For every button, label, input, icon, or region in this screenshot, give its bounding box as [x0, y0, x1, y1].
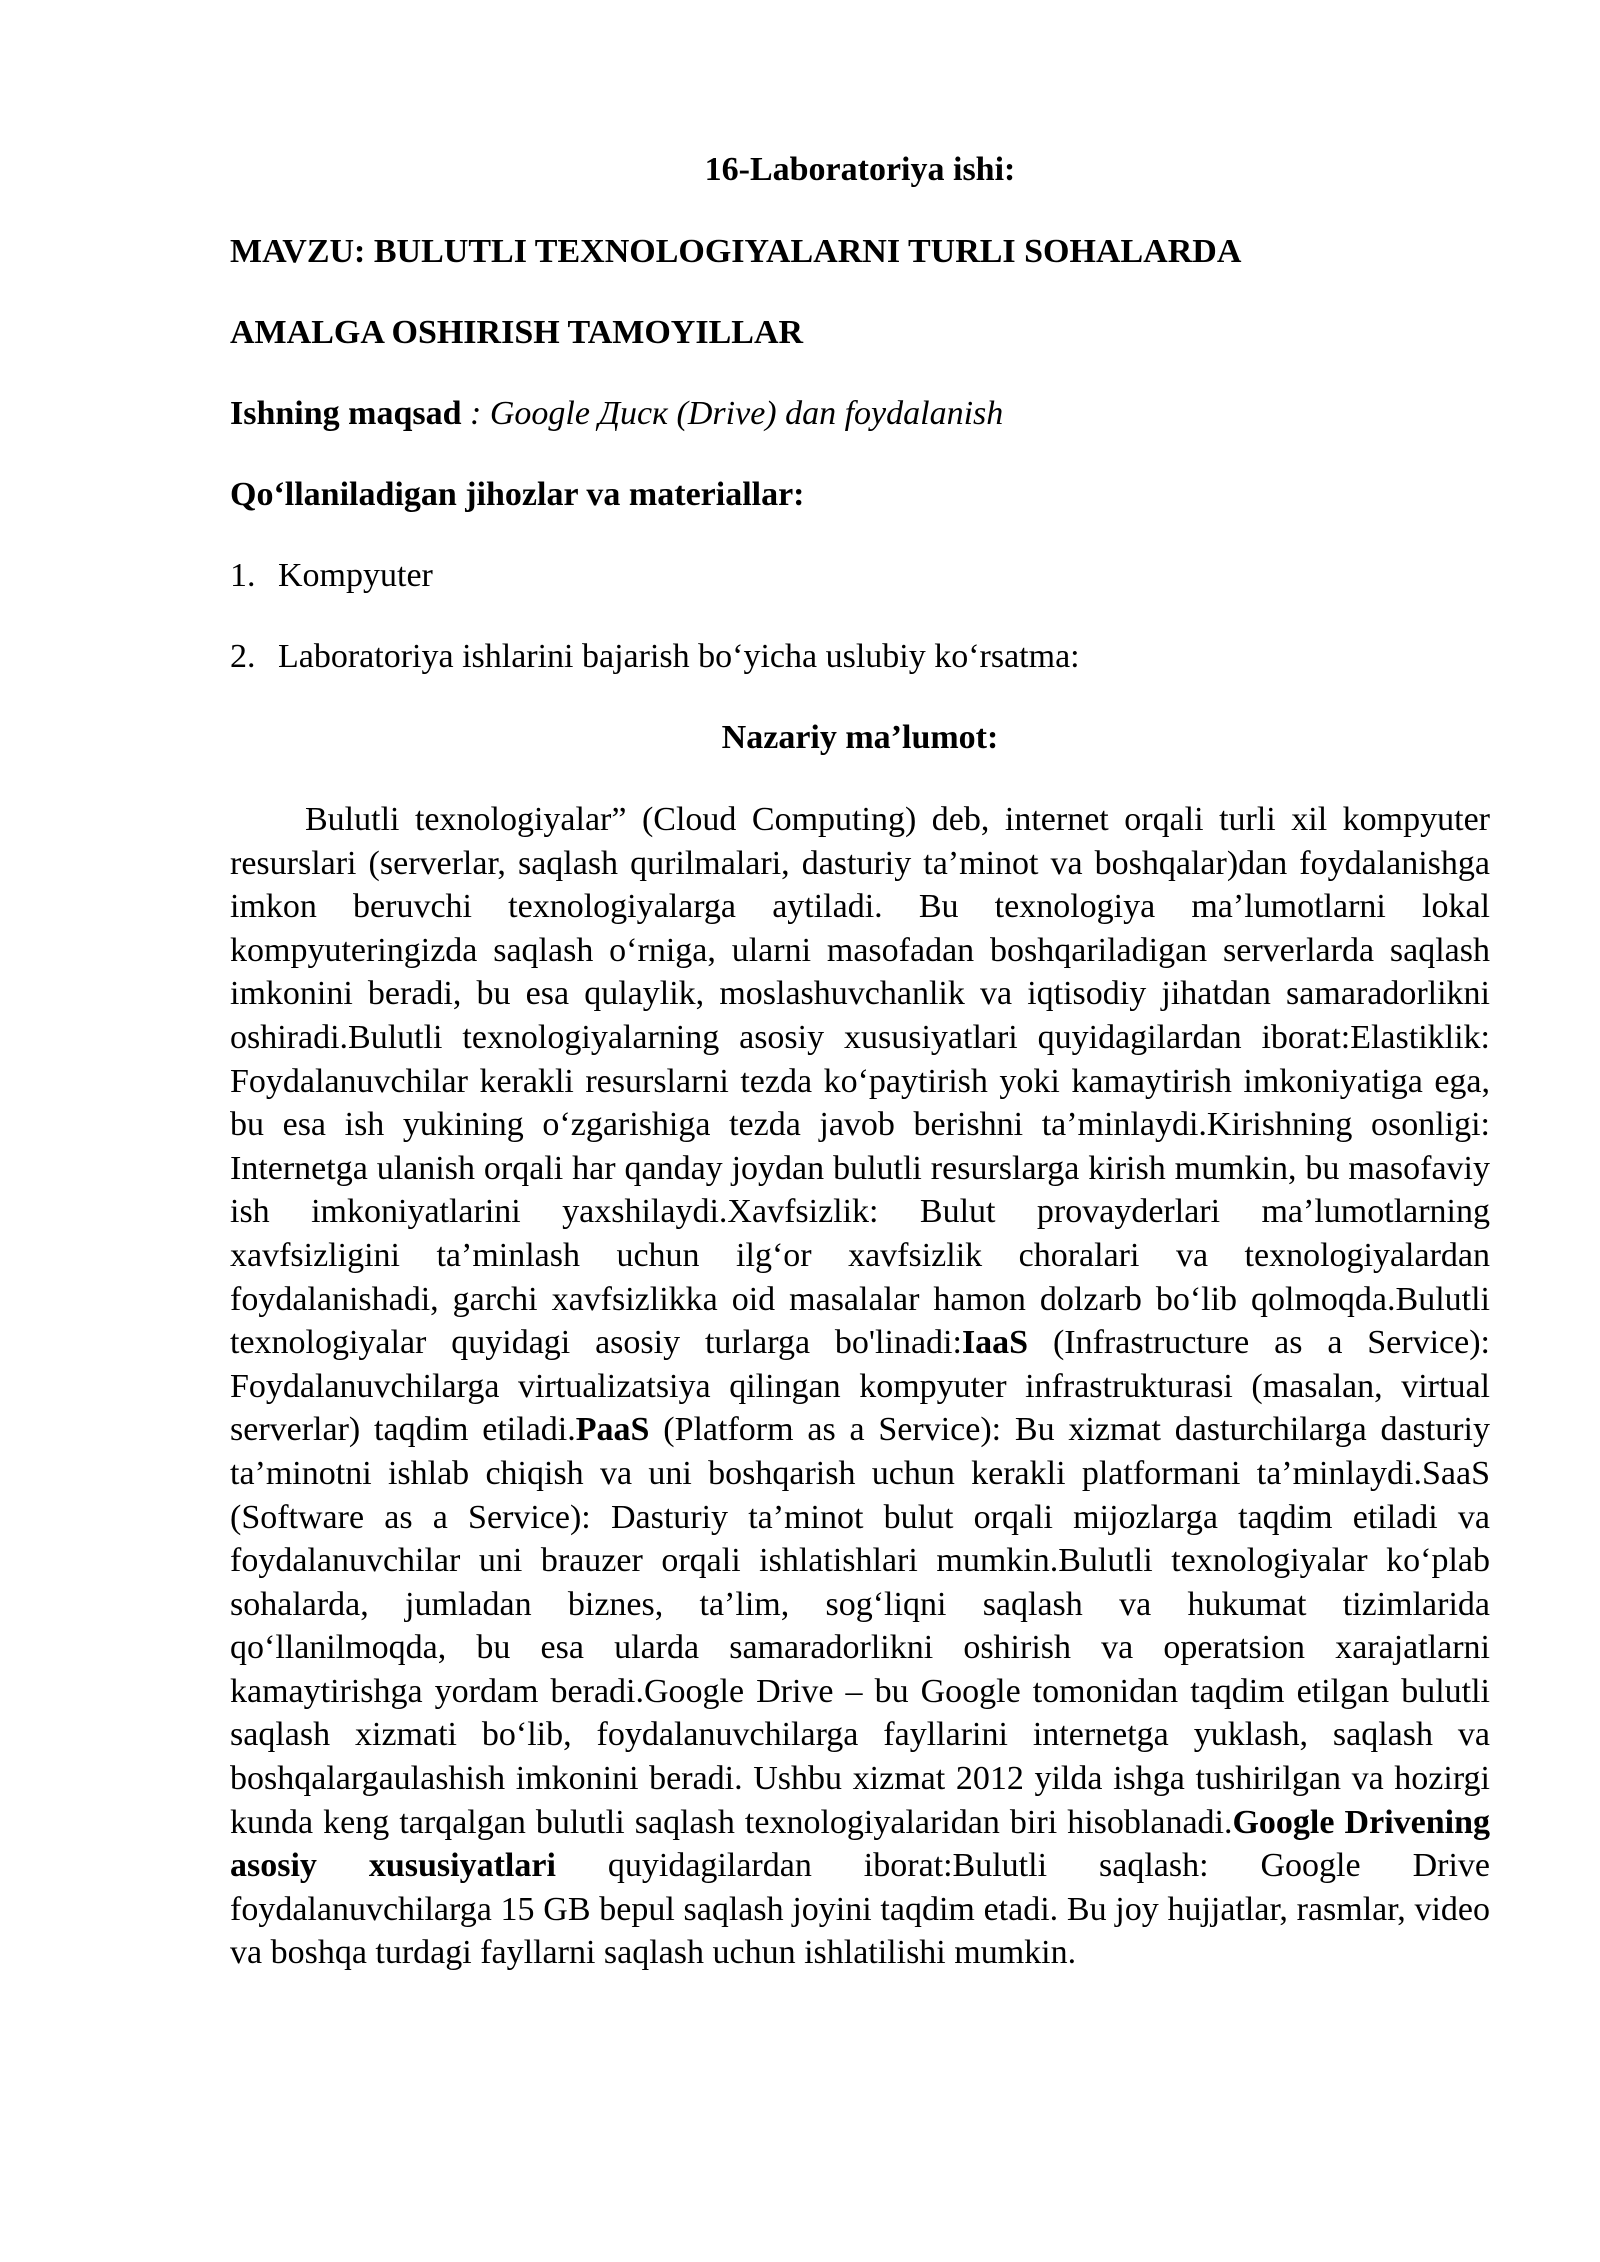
iaas-term: IaaS [961, 1324, 1029, 1362]
lab-title: 16-Laboratoriya ishi: [704, 151, 1016, 188]
body-text-part-2: (Infrastructure as a Service): Foydalanuvchilarga virtualizatsiya qilingan kompyuter infrastrukturasi (masalan, virtual serverlar) taqdim etiladi. [230, 1324, 1490, 1449]
theory-heading: Nazariy ma’lumot: [721, 719, 999, 756]
goal-text: : Google Диск (Drive) dan foydalanish [461, 395, 1004, 432]
body-text-part-4: quyidagilardan iborat:Bulutli saqlash: Google Drive foydalanuvchilarga 15 GB bepul saqlash joyini taqdim etadi. Bu joy hujjatlar, rasmlar, video va boshqa turdagi fayllarni saqlash uchun ishlatilishi mumkin. [230, 1847, 1490, 1972]
materials-heading: Qo‘llaniladigan jihozlar va materiallar: [230, 476, 805, 513]
list-text: Kompyuter [278, 557, 433, 594]
document-page [230, 150, 1490, 1975]
theory-paragraph [230, 798, 1490, 1975]
topic-line-2: AMALGA OSHIRISH TAMOYILLAR [230, 314, 804, 351]
topic-line-1: MAVZU: BULUTLI TEXNOLOGIYALARNI TURLI SOHALARDA [230, 233, 1242, 270]
body-text-part-1: Bulutli texnologiyalar” (Cloud Computing) deb, internet orqali turli xil kompyuter resurslari (serverlar, saqlash qurilmalari, dasturiy ta’minot va boshqalar)dan foydalanishga imkon beruvchi texnologiyalarga aytiladi. Bu texnologiya ma’lumotlarni lokal kompyuteringizda saqlash o‘rniga, ularni masofadan boshqariladigan serverlarda saqlash imkonini beradi, bu esa qulaylik, moslashuvchanlik va iqtisodiy jihatdan samaradorlikni oshiradi.Bulutli texnologiyalarning asosiy xususiyatlari quyidagilardan iborat:Elastiklik: Foydalanuvchilar kerakli resurslarni tezda ko‘paytirish yoki kamaytirish imkoniyatiga ega, bu esa ish yukining o‘zgarishiga tezda javob berishni ta’minlaydi.Kirishning osonligi: Internetga ulanish orqali har qanday joydan bulutli resurslarga kirish mumkin, bu masofaviy ish imkoniyatlarini yaxshilaydi.Xavfsizlik: Bulut provayderlari ma’lumotlarning xavfsizligini ta’minlash uchun ilg‘or xavfsizlik choralari va texnologiyalardan foydalanishadi, garchi xavfsizlikka oid masalalar hamon dolzarb bo‘lib qolmoqda.Bulutli texnologiyalar quyidagi asosiy turlarga bo'linadi: [230, 801, 1490, 1362]
goal-line [230, 394, 1490, 434]
list-number: 1. [230, 557, 256, 594]
list-number: 2. [230, 638, 256, 675]
paas-term: PaaS [575, 1411, 650, 1449]
goal-label: Ishning maqsad [230, 395, 462, 432]
list-text: Laboratoriya ishlarini bajarish bo‘yicha uslubiy ko‘rsatma: [278, 638, 1080, 675]
materials-list-item [230, 556, 1490, 596]
materials-list-item [230, 637, 1490, 677]
body-text-part-3: (Platform as a Service): Bu xizmat dasturchilarga dasturiy ta’minotni ishlab chiqish va uni boshqarish uchun kerakli platformani ta’minlaydi.SaaS (Software as a Service): Dasturiy ta’minot bulut orqali mijozlarga taqdim etiladi va foydalanuvchilar uni brauzer orqali ishlatishlari mumkin.Bulutli texnologiyalar ko‘plab sohalarda, jumladan biznes, ta’lim, sog‘liqni saqlash va hukumat tizimlarida qo‘llanilmoqda, bu esa ularda samaradorlikni oshirish va operatsion xarajatlarni kamaytirishga yordam beradi.Google Drive – bu Google tomonidan taqdim etilgan bulutli saqlash xizmati bo‘lib, foydalanuvchilarga fayllarini internetga yuklash, saqlash va boshqalargaulashish imkonini beradi. Ushbu xizmat 2012 yilda ishga tushirilgan va hozirgi kunda keng tarqalgan bulutli saqlash texnologiyalaridan biri hisoblanadi. [230, 1411, 1490, 1841]
drive-features-term: Google Drivening asosiy xususiyatlari [230, 1803, 1490, 1885]
